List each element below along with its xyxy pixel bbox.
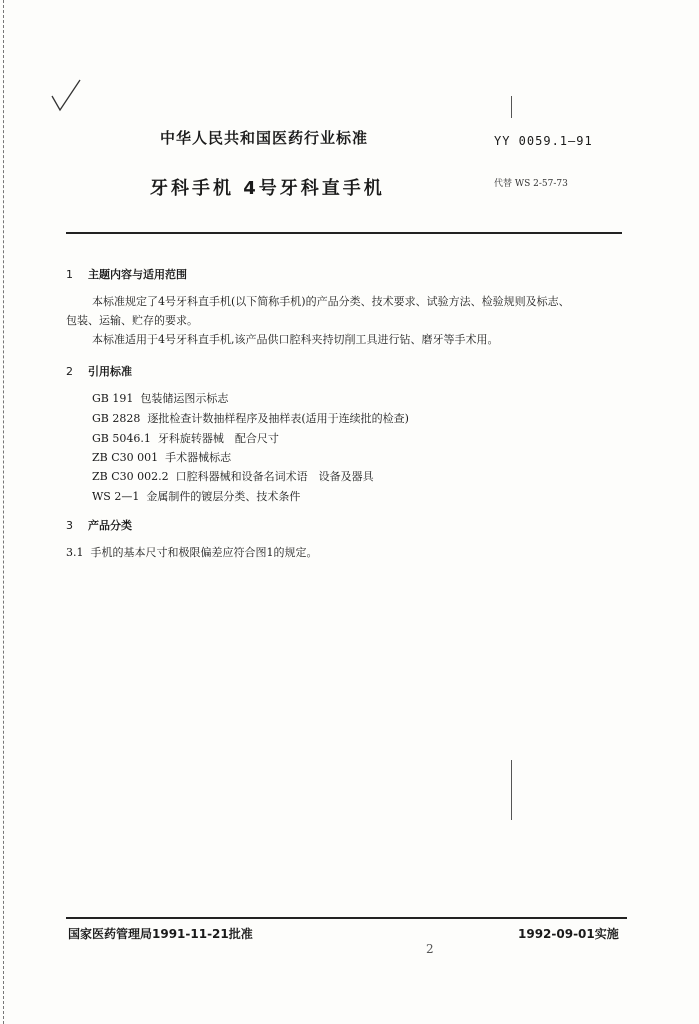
reference-item <box>92 468 374 484</box>
effective-date: 1992-09-01实施 <box>518 927 619 941</box>
clause <box>66 543 318 562</box>
checkmark-icon <box>48 78 84 114</box>
reference-item <box>92 410 409 426</box>
clause-text: 手机的基本尺寸和极限偏差应符合图1的规定。 <box>90 546 318 559</box>
reference-item <box>92 449 231 465</box>
section-heading <box>66 363 132 379</box>
section-number: 2 <box>66 365 73 378</box>
reference-title: 口腔科器械和设备名词术语 设备及器具 <box>175 470 374 483</box>
paragraph: 本标准规定了4号牙科直手机(以下简称手机)的产品分类、技术要求、试验方法、检验规则及标志、 <box>92 295 570 308</box>
section-title: 主题内容与适用范围 <box>88 268 187 281</box>
reference-title: 逐批检查计数抽样程序及抽样表(适用于连续批的检查) <box>147 412 409 425</box>
page-mark: 2 <box>426 942 434 956</box>
document-title: 牙科手机 4号牙科直手机 <box>150 178 385 199</box>
reference-item <box>92 488 300 504</box>
reference-code: WS 2—1 <box>92 490 140 503</box>
reference-item <box>92 430 279 446</box>
reference-item <box>92 390 228 406</box>
section-number: 3 <box>66 519 73 532</box>
section-title: 产品分类 <box>88 519 132 532</box>
standard-code: YY 0059.1—91 <box>494 134 593 148</box>
reference-code: ZB C30 001 <box>92 451 159 464</box>
section-heading <box>66 517 132 533</box>
section-title: 引用标准 <box>88 365 132 378</box>
reference-title: 牙科旋转器械 配合尺寸 <box>157 432 279 445</box>
header-rule <box>66 232 622 234</box>
scan-mark <box>511 96 512 118</box>
reference-code: GB 2828 <box>92 412 141 425</box>
reference-code: GB 191 <box>92 392 134 405</box>
reference-code: ZB C30 002.2 <box>92 470 169 483</box>
standard-category-title: 中华人民共和国医药行业标准 <box>160 129 369 147</box>
scan-edge-line <box>3 0 5 1024</box>
section-heading <box>66 266 187 282</box>
paragraph: 本标准适用于4号牙科直手机,该产品供口腔科夹持切削工具进行钻、磨牙等手术用。 <box>92 333 499 346</box>
footer-rule <box>66 917 627 919</box>
reference-code: GB 5046.1 <box>92 432 151 445</box>
paragraph: 包装、运输、贮存的要求。 <box>66 314 198 327</box>
reference-title: 手术器械标志 <box>165 451 232 464</box>
replaces-standard: 代替 WS 2-57-73 <box>494 179 568 189</box>
scan-mark <box>511 760 512 820</box>
reference-title: 金属制件的镀层分类、技术条件 <box>146 490 301 503</box>
clause-number: 3.1 <box>66 546 84 559</box>
approval-line: 国家医药管理局1991-11-21批准 <box>68 927 253 941</box>
reference-title: 包装储运图示标志 <box>140 392 229 405</box>
section-number: 1 <box>66 268 73 281</box>
